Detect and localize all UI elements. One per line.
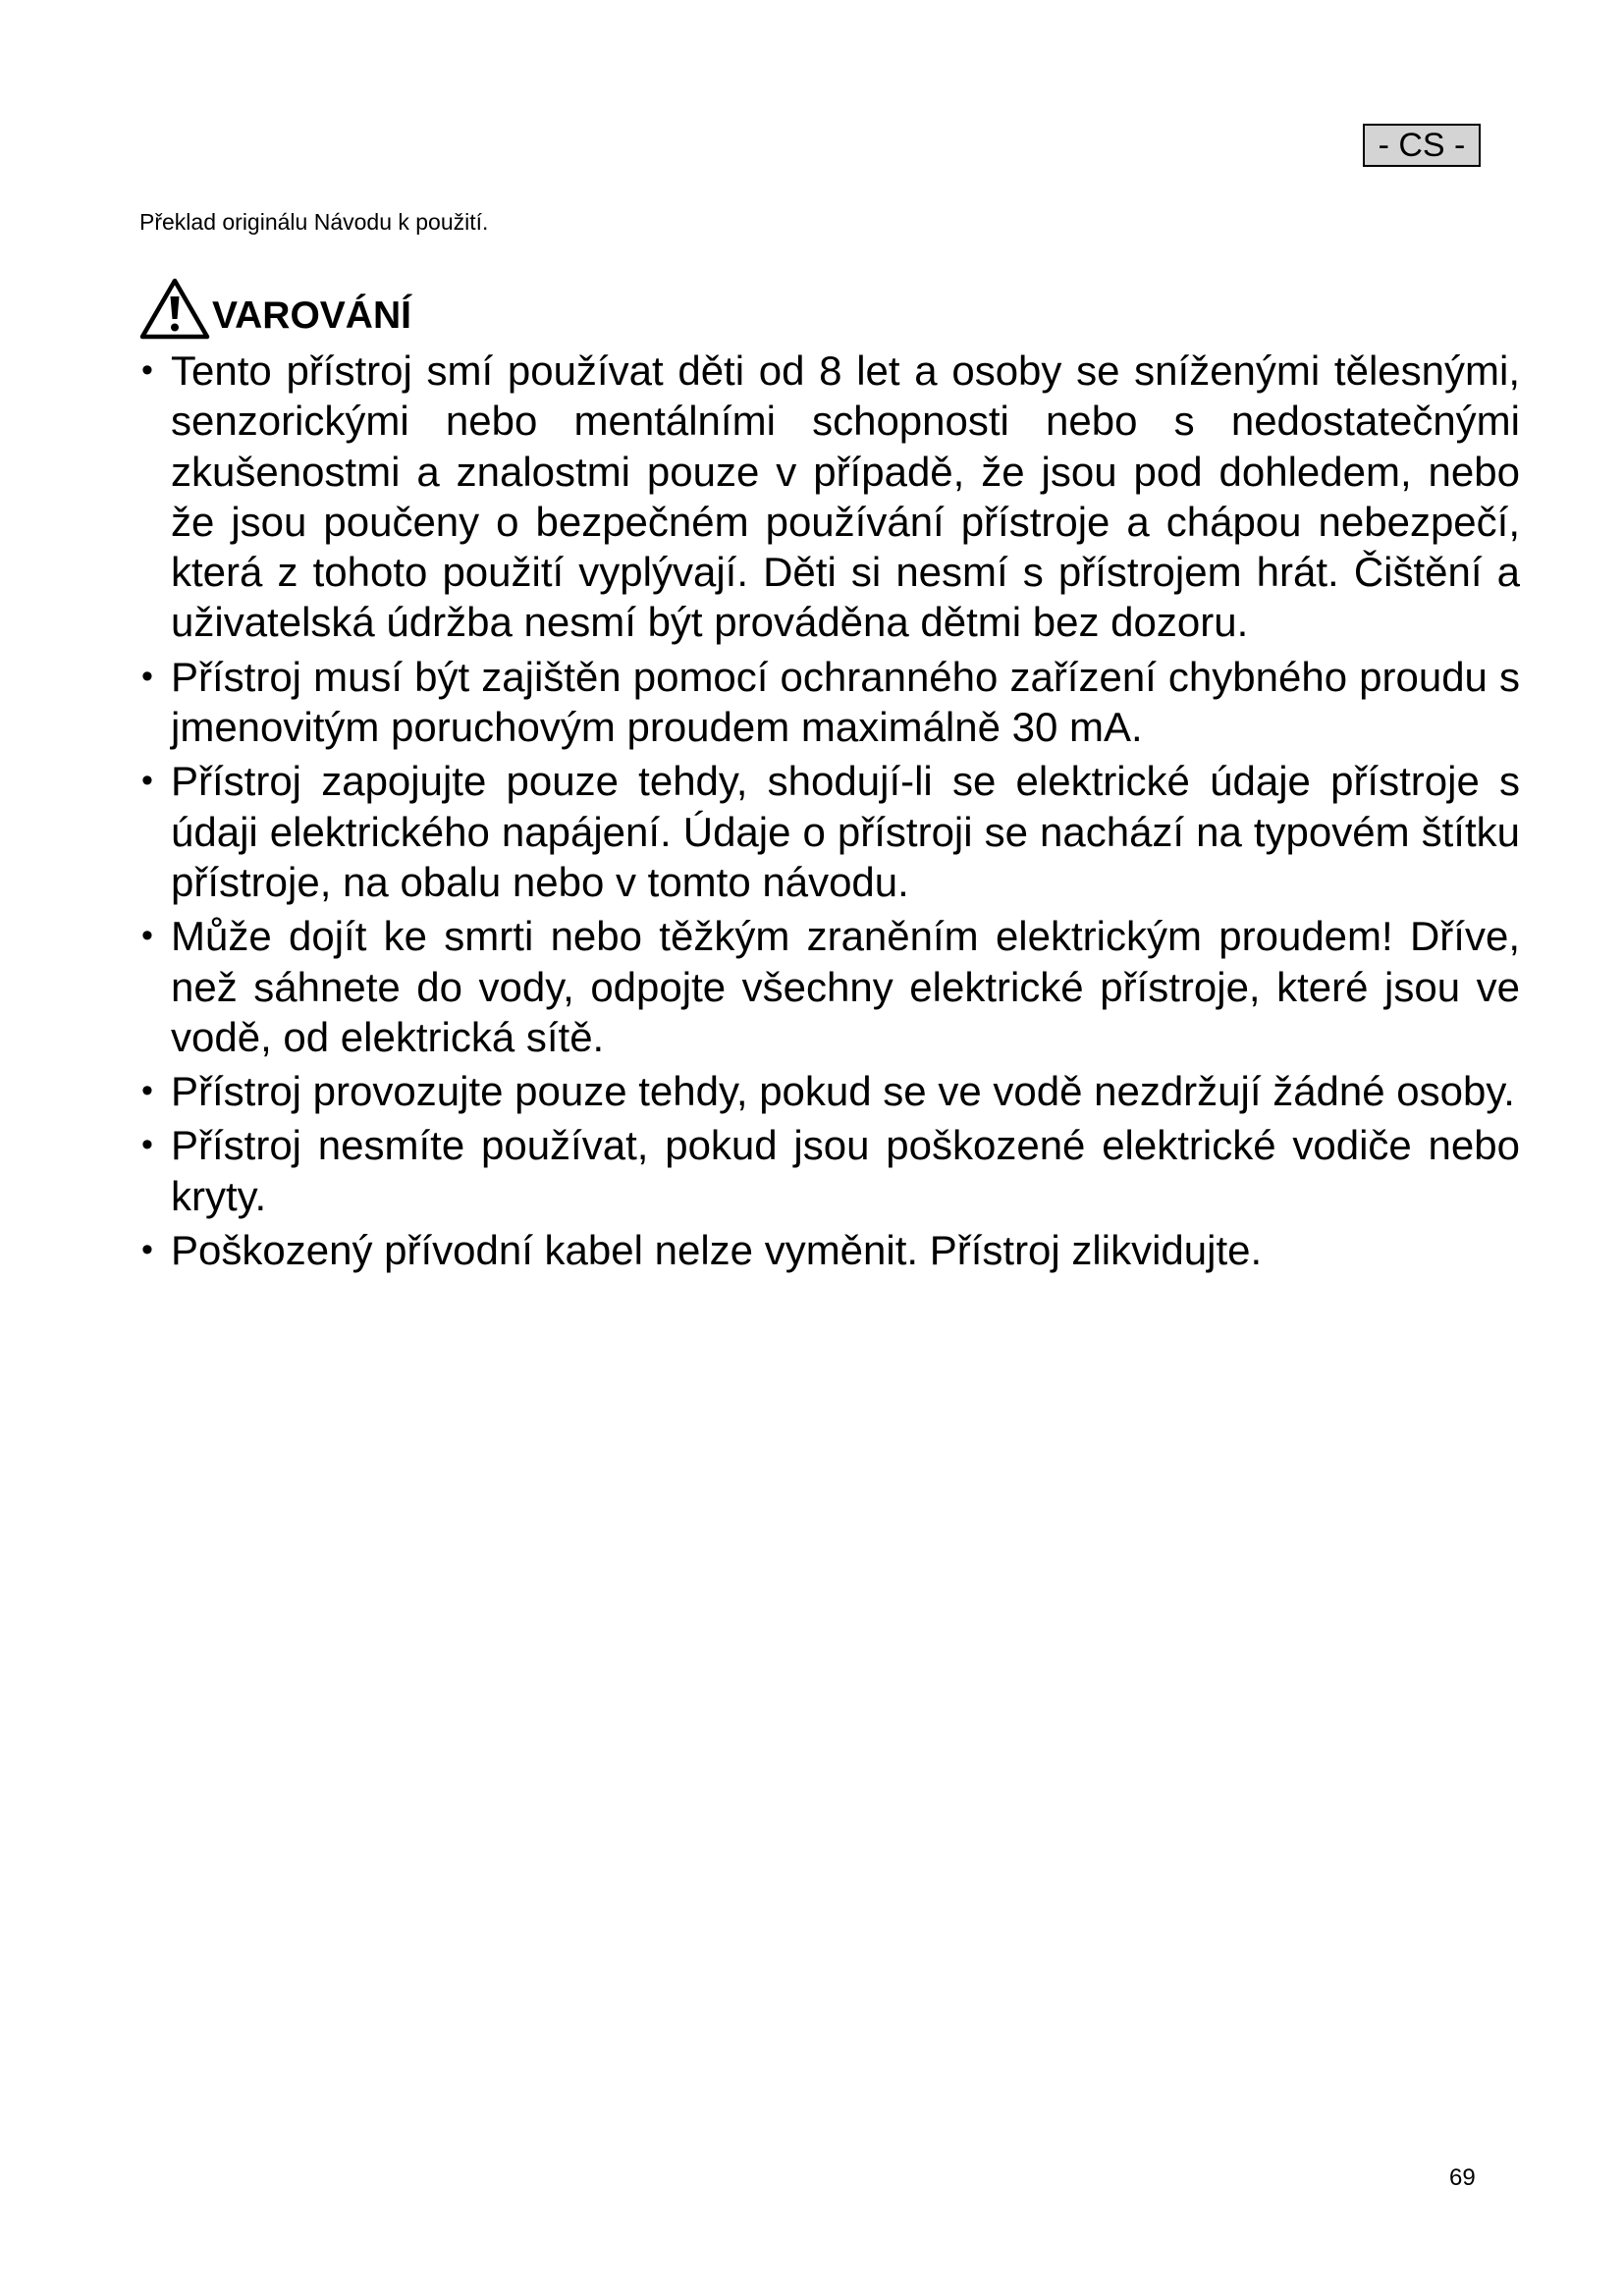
warning-item [139, 346, 1520, 648]
bullet-icon: • [141, 1126, 153, 1164]
language-tab: - CS - [1363, 124, 1481, 167]
warning-item [139, 911, 1520, 1062]
warning-item-text: Může dojít ke smrti nebo těžkým zraněním elektrickým proudem! Dříve, než sáhnete do vody, odpojte všechny elektrické přístroje, které jsou ve vodě, od elektrická sítě. [171, 913, 1520, 1060]
warning-item-text: Přístroj provozujte pouze tehdy, pokud se ve vodě nezdržují žádné osoby. [171, 1068, 1515, 1115]
page-number: 69 [1449, 2164, 1476, 2191]
warning-item-text: Tento přístroj smí používat děti od 8 let a osoby se sníženými tělesnými, senzorickými nebo mentálními schopnosti nebo s nedostatečnými zkušenostmi a znalostmi pouze v případě, že jsou pod dohledem, nebo že jsou poučeny o bezpečném používání přístroje a chápou nebezpečí, která z tohoto použití vyplývají. Děti si nesmí s přístrojem hrát. Čištění a uživatelská údržba nesmí být prováděna dětmi bez dozoru. [171, 347, 1520, 646]
warning-item-text: Přístroj musí být zajištěn pomocí ochranného zařízení chybného proudu s jmenovitým poruchovým proudem maximálně 30 mA. [171, 653, 1520, 751]
bullet-icon: • [141, 762, 153, 800]
warning-item-text: Poškozený přívodní kabel nelze vyměnit. Přístroj zlikvidujte. [171, 1227, 1263, 1274]
bullet-icon: • [141, 351, 153, 389]
warning-list [139, 346, 1520, 1279]
warning-item [139, 756, 1520, 907]
warning-item [139, 652, 1520, 753]
warning-title: VAROVÁNÍ [212, 294, 411, 337]
warning-item-text: Přístroj nesmíte používat, pokud jsou poškozené elektrické vodiče nebo kryty. [171, 1122, 1520, 1219]
warning-item [139, 1066, 1520, 1116]
bullet-icon: • [141, 657, 153, 695]
document-subtitle: Překlad originálu Návodu k použití. [139, 209, 489, 235]
warning-item [139, 1120, 1520, 1221]
warning-triangle-icon [139, 277, 210, 340]
bullet-icon: • [141, 917, 153, 955]
bullet-icon: • [141, 1231, 153, 1269]
warning-item-text: Přístroj zapojujte pouze tehdy, shodují-li se elektrické údaje přístroje s údaji elektrického napájení. Údaje o přístroji se nachází na typovém štítku přístroje, na obalu nebo v tomto návodu. [171, 758, 1520, 905]
bullet-icon: • [141, 1072, 153, 1110]
warning-header [139, 271, 411, 340]
warning-item [139, 1225, 1520, 1275]
